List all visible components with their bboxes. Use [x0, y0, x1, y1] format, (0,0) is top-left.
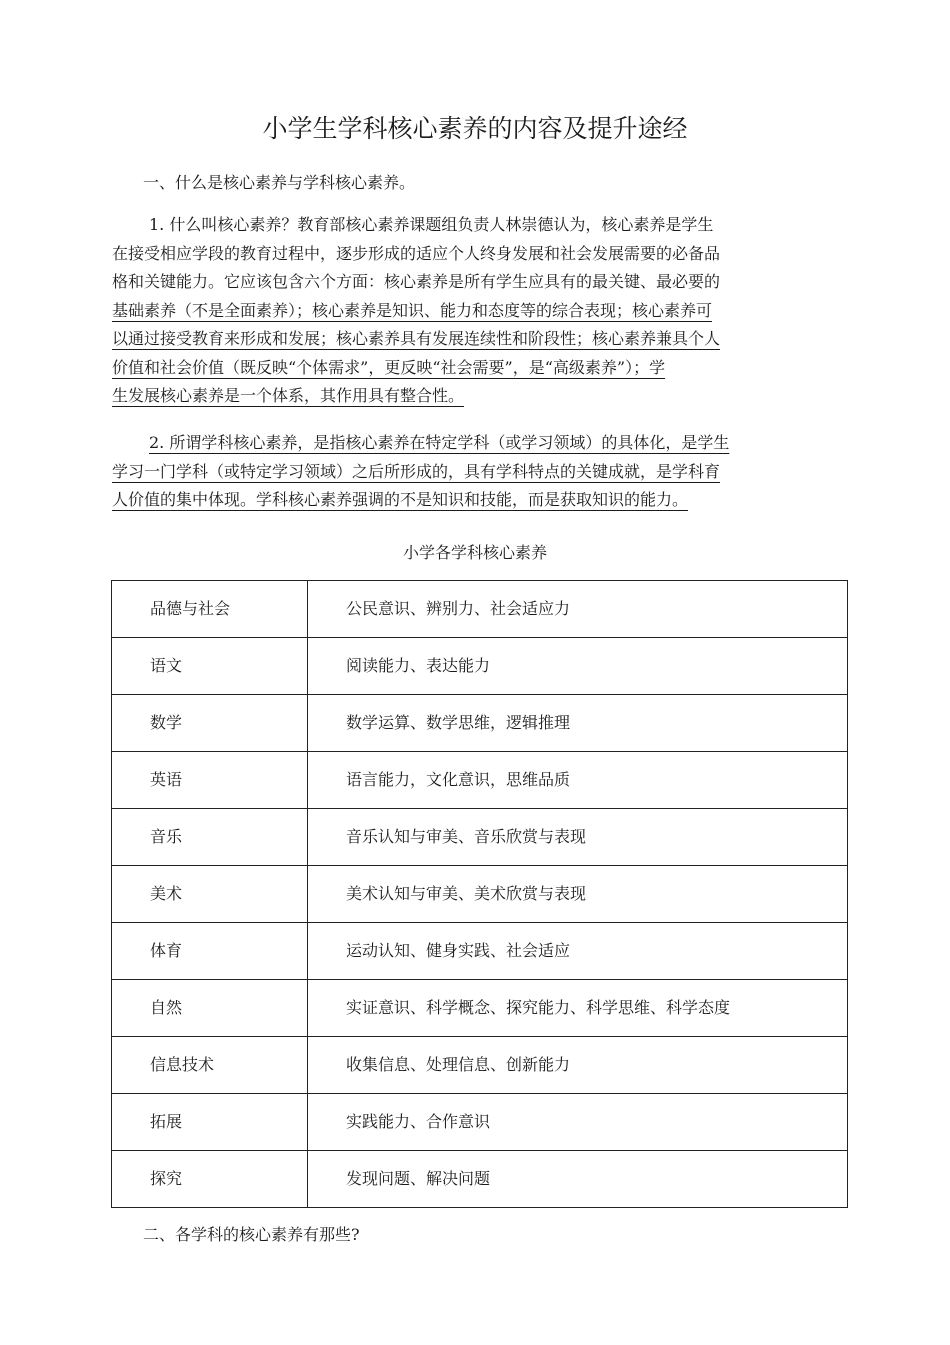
paragraph-2-line: 2. 所谓学科核心素养，是指核心素养在特定学科（或学习领域）的具体化，是学生 [149, 433, 730, 452]
subject-cell: 英语 [112, 752, 308, 809]
paragraph-1-line: 价值和社会价值（既反映“个体需求”，更反映“社会需要”，是“高级素养”）；学 [112, 357, 666, 377]
subject-cell: 音乐 [112, 809, 308, 866]
table-row [112, 581, 848, 638]
paragraph-1-line: 在接受相应学段的教育过程中，逐步形成的适应个人终身发展和社会发展需要的必备品 [112, 243, 721, 263]
paragraph-2 [112, 429, 838, 515]
literacy-cell: 发现问题、解决问题 [308, 1151, 848, 1208]
literacy-cell: 美术认知与审美、美术欣赏与表现 [308, 866, 848, 923]
paragraph-1 [112, 211, 838, 411]
literacy-cell: 收集信息、处理信息、创新能力 [308, 1037, 848, 1094]
table-row [112, 752, 848, 809]
table-row [112, 809, 848, 866]
table-row [112, 866, 848, 923]
table-row [112, 1094, 848, 1151]
literacy-cell: 数学运算、数学思维，逻辑推理 [308, 695, 848, 752]
literacy-cell: 音乐认知与审美、音乐欣赏与表现 [308, 809, 848, 866]
subject-cell: 拓展 [112, 1094, 308, 1151]
paragraph-2-line: 学习一门学科（或特定学习领域）之后所形成的，具有学科特点的关键成就，是学科育 [112, 461, 721, 481]
literacy-cell: 语言能力，文化意识，思维品质 [308, 752, 848, 809]
subject-cell: 信息技术 [112, 1037, 308, 1094]
subject-cell: 品德与社会 [112, 581, 308, 638]
table-row [112, 980, 848, 1037]
table-row [112, 1037, 848, 1094]
core-literacy-table [111, 580, 848, 1208]
paragraph-1-line: 以通过接受教育来形成和发展；核心素养具有发展连续性和阶段性；核心素养兼具个人 [112, 329, 721, 348]
page-title: 小学生学科核心素养的内容及提升途经 [262, 114, 688, 143]
paragraph-1-line: 格和关键能力。它应该包含六个方面：核心素养是所有学生应具有的最关键、最必要的 [112, 272, 721, 291]
subject-cell: 探究 [112, 1151, 308, 1208]
literacy-cell: 运动认知、健身实践、社会适应 [308, 923, 848, 980]
table-row [112, 923, 848, 980]
literacy-cell: 实证意识、科学概念、探究能力、科学思维、科学态度 [308, 980, 848, 1037]
paragraph-1-line: 1. 什么叫核心素养？教育部核心素养课题组负责人林崇德认为，核心素养是学生 [149, 215, 714, 234]
table-row [112, 638, 848, 695]
subject-cell: 数学 [112, 695, 308, 752]
section-1-heading: 一、什么是核心素养与学科核心素养。 [143, 173, 416, 192]
table-caption: 小学各学科核心素养 [402, 543, 547, 562]
table-row [112, 1151, 848, 1208]
subject-cell: 语文 [112, 638, 308, 695]
literacy-cell: 实践能力、合作意识 [308, 1094, 848, 1151]
paragraph-1-line: 基础素养（不是全面素养）；核心素养是知识、能力和态度等的综合表现；核心素养可 [112, 300, 713, 320]
paragraph-1-line: 生发展核心素养是一个体系，其作用具有整合性。 [112, 386, 465, 405]
literacy-cell: 阅读能力、表达能力 [308, 638, 848, 695]
subject-cell: 美术 [112, 866, 308, 923]
table-row [112, 695, 848, 752]
subject-cell: 体育 [112, 923, 308, 980]
section-2-heading: 二、各学科的核心素养有那些? [143, 1225, 360, 1244]
literacy-cell: 公民意识、辨别力、社会适应力 [308, 581, 848, 638]
subject-cell: 自然 [112, 980, 308, 1037]
paragraph-2-line: 人价值的集中体现。学科核心素养强调的不是知识和技能，而是获取知识的能力。 [112, 490, 689, 509]
